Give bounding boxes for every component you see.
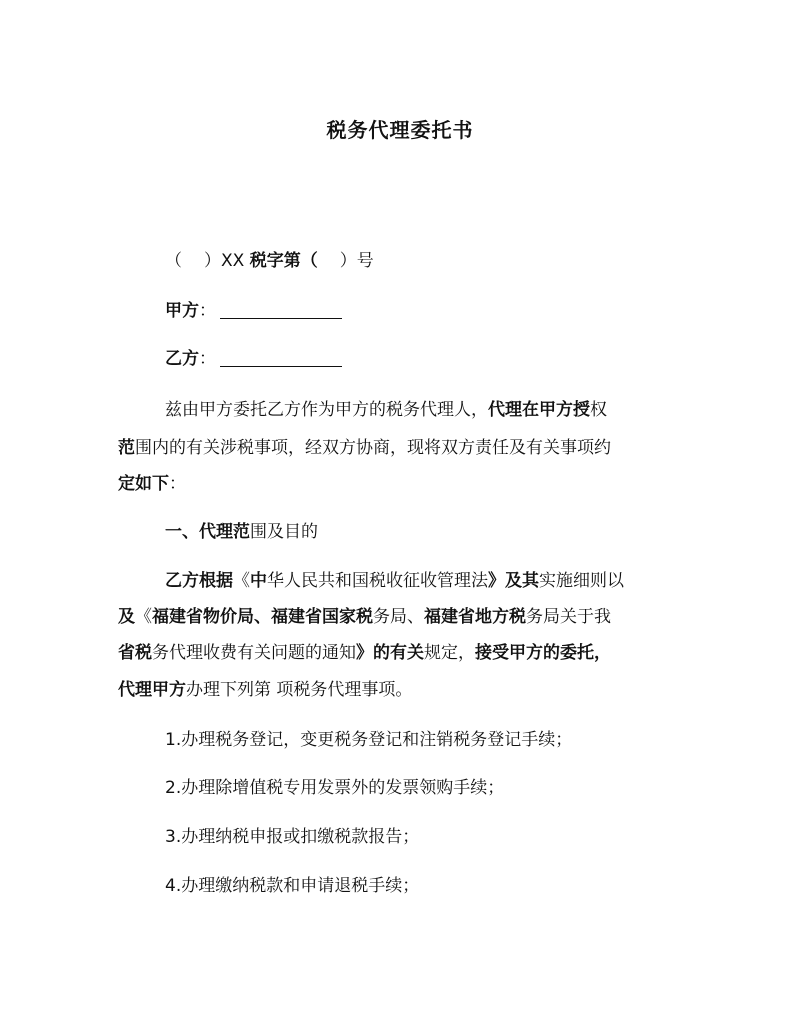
para2-line-1 [165, 569, 624, 593]
party-b-blank [220, 349, 342, 367]
para-bold-text: 乙方根据 [165, 571, 233, 591]
intro-bold-text: 定如下 [118, 474, 169, 494]
para-bold-text: 福建省地方税 [424, 607, 526, 627]
ref-paren-open: （ [165, 251, 182, 271]
ref-middle: 税字第（ [249, 251, 318, 271]
party-b-label: 乙方 [165, 349, 199, 369]
para-text: 务局、 [373, 607, 424, 627]
party-a-blank [220, 301, 342, 319]
ref-paren-close: ）XX [204, 251, 250, 271]
intro-bold-text: 代理在甲方授 [488, 400, 590, 420]
section-heading-bold: 一、代理范 [165, 522, 250, 542]
party-a-label: 甲方 [165, 301, 199, 321]
para-text: 《 [233, 571, 250, 591]
ref-end: ）号 [339, 251, 374, 271]
document-title: 税务代理委托书 [326, 118, 474, 142]
para-bold-text: 中 [250, 571, 267, 591]
list-item: 1.办理税务登记，变更税务登记和注销税务登记手续； [165, 730, 573, 750]
party-b-colon: ： [199, 349, 216, 369]
intro-line-2 [118, 436, 611, 460]
party-a-colon: ： [199, 301, 216, 321]
para-bold-text: 及 [118, 607, 135, 627]
para-text: 实施细则以 [539, 571, 624, 591]
para-bold-text: 》及其 [488, 571, 539, 591]
intro-text: 兹由甲方委托乙方作为甲方的税务代理人， [165, 400, 488, 420]
para2-line-4 [118, 678, 412, 702]
para-text: 务局关于我 [526, 607, 611, 627]
list-item: 2.办理除增值税专用发票外的发票领购手续； [165, 778, 505, 798]
para-bold-text: 接受甲方的委托， [475, 643, 611, 663]
para-bold-text: 》的有关 [356, 643, 424, 663]
section-heading-text: 围及目的 [250, 522, 318, 542]
para-text: 规定， [424, 643, 475, 663]
para-bold-text: 福建省物价局、福建省国家税 [152, 607, 373, 627]
para-text: 办理下列第 项税务代理事项。 [186, 680, 413, 700]
para2-line-2 [118, 605, 611, 629]
intro-text: ： [169, 474, 186, 494]
section-heading-1 [165, 520, 318, 544]
para-bold-text: 省税 [118, 643, 152, 663]
para-bold-text: 代理甲方 [118, 680, 186, 700]
party-a-line [165, 299, 342, 323]
para2-line-3 [118, 641, 611, 665]
reference-number-line [165, 249, 374, 273]
party-b-line [165, 347, 342, 371]
intro-text: 权 [590, 400, 607, 420]
para-text: 华人民共和国税收征收管理法 [267, 571, 488, 591]
intro-bold-text: 范 [118, 438, 135, 458]
intro-text: 围内的有关涉税事项，经双方协商，现将双方责任及有关事项约 [135, 438, 611, 458]
list-item: 3.办理纳税申报或扣缴税款报告； [165, 827, 420, 847]
para-text: 务代理收费有关问题的通知 [152, 643, 356, 663]
list-item: 4.办理缴纳税款和申请退税手续； [165, 876, 420, 896]
para-text: 《 [135, 607, 152, 627]
intro-line-3 [118, 472, 186, 496]
intro-line-1 [165, 398, 607, 422]
